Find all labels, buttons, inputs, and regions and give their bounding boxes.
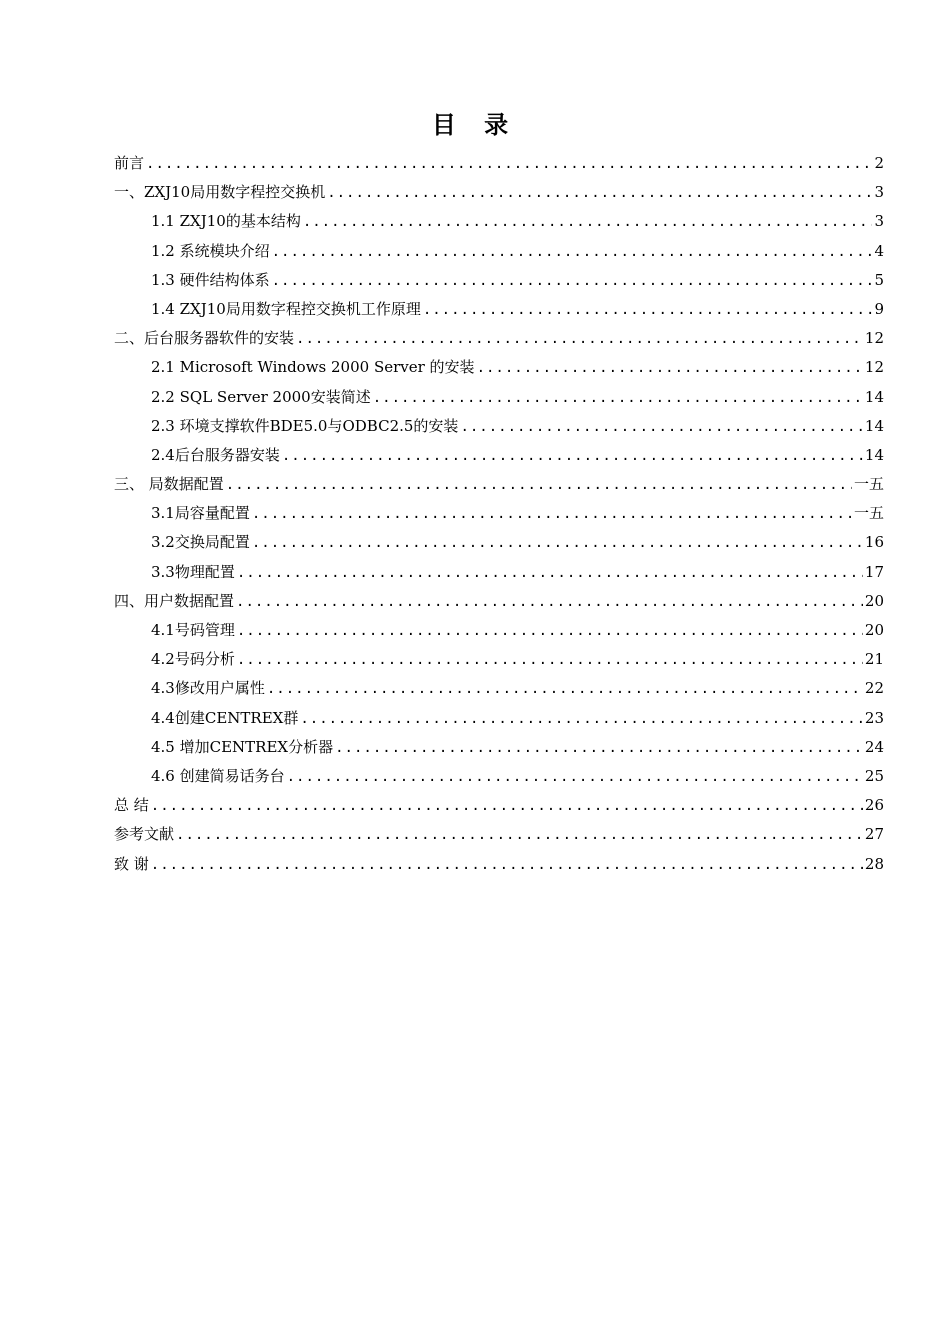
- toc-entry-page: 20: [864, 591, 884, 610]
- toc-entry-title: 致 谢: [114, 854, 149, 873]
- toc-leader: [373, 384, 863, 413]
- toc-leader: [335, 734, 863, 763]
- toc-entry[interactable]: [114, 207, 884, 236]
- toc-entry[interactable]: [114, 704, 884, 733]
- toc-entry-title: 4.4创建CENTREX群: [151, 708, 299, 727]
- toc-entry-page: 17: [864, 562, 884, 581]
- toc-entry-title: 4.1号码管理: [151, 621, 235, 639]
- toc-leader: [252, 529, 863, 558]
- toc-entry[interactable]: [114, 266, 884, 295]
- toc-entry[interactable]: [114, 383, 884, 412]
- toc-entry[interactable]: [114, 353, 884, 382]
- toc-entry-page: 14: [864, 416, 884, 435]
- toc-entry-title: 1.3 硬件结构体系: [151, 270, 270, 289]
- toc-entry-page: 5: [874, 270, 884, 289]
- toc-entry-title: 1.4 ZXJ10局用数字程控交换机工作原理: [151, 299, 421, 318]
- toc-leader: [272, 238, 873, 267]
- toc-entry-title: 二、后台服务器软件的安装: [114, 329, 295, 348]
- toc-entry[interactable]: [114, 733, 884, 762]
- toc-leader: [237, 617, 863, 646]
- toc-entry-page: 一五: [853, 475, 884, 494]
- toc-entry-page: 2: [874, 154, 884, 172]
- toc-leader: [282, 442, 863, 471]
- toc-entry-title: 2.4后台服务器安装: [151, 445, 280, 464]
- toc-entry[interactable]: [114, 149, 884, 178]
- toc-entry[interactable]: [114, 412, 884, 441]
- toc-leader: [296, 325, 863, 354]
- toc-entry[interactable]: [114, 295, 884, 324]
- toc-entry-title: 三、 局数据配置: [114, 475, 224, 494]
- toc-entry[interactable]: [114, 645, 884, 674]
- toc-entry-title: 1.1 ZXJ10的基本结构: [151, 212, 301, 231]
- toc-entry[interactable]: [114, 791, 884, 820]
- toc-leader: [146, 150, 872, 179]
- toc-entry[interactable]: [114, 499, 884, 528]
- toc-entry-title: 2.2 SQL Server 2000安装简述: [151, 387, 371, 406]
- toc-entry-title: 2.1 Microsoft Windows 2000 Server 的安装: [151, 358, 475, 377]
- toc-entry[interactable]: [114, 850, 884, 879]
- toc-entry-page: 28: [864, 854, 884, 873]
- toc-entry-page: 27: [864, 825, 884, 844]
- toc-leader: [477, 354, 863, 383]
- toc-entry-title: 前言: [114, 154, 145, 172]
- toc-entry-title: 参考文献: [114, 825, 175, 844]
- toc-entry-page: 12: [864, 329, 884, 348]
- toc-entry-page: 3: [874, 212, 884, 231]
- table-of-contents: [114, 149, 884, 879]
- toc-entry-page: 23: [864, 708, 884, 727]
- toc-entry-page: 25: [864, 766, 884, 785]
- toc-entry-page: 9: [874, 299, 884, 318]
- toc-leader: [252, 500, 852, 529]
- toc-entry[interactable]: [114, 587, 884, 616]
- toc-entry-title: 四、用户数据配置: [114, 591, 235, 610]
- toc-entry-page: 21: [864, 650, 884, 669]
- toc-entry[interactable]: [114, 616, 884, 645]
- toc-entry-title: 一、ZXJ10局用数字程控交换机: [114, 183, 326, 202]
- toc-entry-page: 22: [864, 679, 884, 698]
- toc-entry[interactable]: [114, 528, 884, 557]
- toc-entry-title: 2.3 环境支撑软件BDE5.0与ODBC2.5的安装: [151, 416, 459, 435]
- toc-entry[interactable]: [114, 237, 884, 266]
- toc-entry-page: 16: [864, 533, 884, 552]
- toc-entry-page: 24: [864, 737, 884, 756]
- toc-leader: [300, 705, 863, 734]
- toc-entry-title: 1.2 系统模块介绍: [151, 241, 270, 260]
- toc-entry[interactable]: [114, 820, 884, 849]
- toc-entry-title: 4.2号码分析: [151, 650, 235, 669]
- toc-entry[interactable]: [114, 324, 884, 353]
- toc-entry-title: 4.6 创建简易话务台: [151, 766, 285, 785]
- toc-entry[interactable]: [114, 178, 884, 207]
- toc-leader: [236, 588, 863, 617]
- toc-leader: [237, 646, 863, 675]
- toc-leader: [287, 763, 863, 792]
- toc-leader: [327, 179, 872, 208]
- toc-leader: [460, 413, 862, 442]
- toc-entry-title: 3.3物理配置: [151, 562, 235, 581]
- toc-leader: [237, 559, 863, 588]
- toc-entry[interactable]: [114, 558, 884, 587]
- toc-entry-page: 4: [874, 241, 884, 260]
- toc-entry-page: 12: [864, 358, 884, 377]
- page-title: 目 录: [431, 111, 519, 139]
- toc-leader: [176, 821, 863, 850]
- toc-entry-page: 14: [864, 387, 884, 406]
- toc-entry[interactable]: [114, 470, 884, 499]
- toc-leader: [423, 296, 873, 325]
- toc-entry-page: 14: [864, 445, 884, 464]
- toc-leader: [151, 851, 863, 880]
- toc-entry-page: 26: [864, 796, 884, 815]
- toc-leader: [151, 792, 863, 821]
- toc-entry-title: 3.2交换局配置: [151, 533, 250, 552]
- toc-entry[interactable]: [114, 674, 884, 703]
- toc-leader: [272, 267, 873, 296]
- toc-leader: [226, 471, 852, 500]
- toc-entry-page: 3: [874, 183, 884, 202]
- toc-entry-title: 4.5 增加CENTREX分析器: [151, 737, 334, 756]
- toc-entry-page: 20: [864, 621, 884, 639]
- toc-entry-page: 一五: [853, 504, 884, 523]
- toc-entry-title: 总 结: [114, 796, 149, 815]
- toc-entry-title: 4.3修改用户属性: [151, 679, 265, 698]
- toc-leader: [303, 208, 873, 237]
- toc-entry-title: 3.1局容量配置: [151, 504, 250, 523]
- toc-entry[interactable]: [114, 441, 884, 470]
- toc-leader: [267, 675, 863, 704]
- toc-entry[interactable]: [114, 762, 884, 791]
